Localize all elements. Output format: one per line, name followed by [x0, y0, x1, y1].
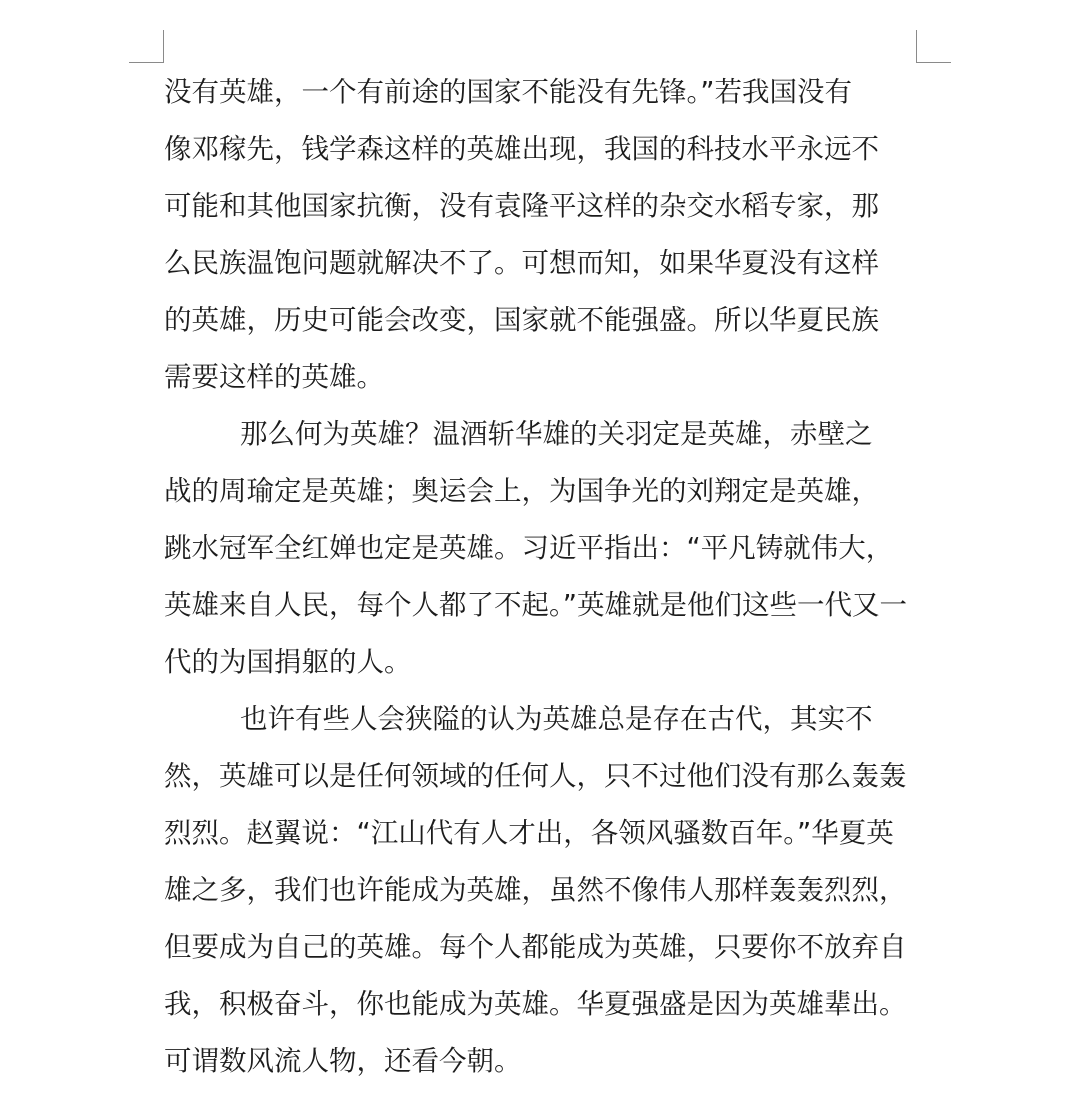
text-line: 也许有些人会狭隘的认为英雄总是存在古代，其实不	[240, 703, 873, 735]
text-line: 然，英雄可以是任何领域的任何人，只不过他们没有那么轰轰	[164, 760, 907, 792]
document-body	[164, 64, 924, 1090]
text-line: 的英雄，历史可能会改变，国家就不能强盛。所以华夏民族	[164, 304, 879, 336]
crop-mark-top-right	[916, 30, 951, 63]
paragraph-1	[164, 64, 924, 406]
text-line: 英雄来自人民，每个人都了不起。”英雄就是他们这些一代又一	[164, 589, 907, 621]
text-line: 么民族温饱问题就解决不了。可想而知，如果华夏没有这样	[164, 247, 879, 279]
text-line: 像邓稼先，钱学森这样的英雄出现，我国的科技水平永远不	[164, 133, 879, 165]
text-line: 烈烈。赵翼说：“江山代有人才出，各领风骚数百年。”华夏英	[164, 817, 894, 849]
text-line: 那么何为英雄？温酒斩华雄的关羽定是英雄，赤壁之	[240, 418, 873, 450]
text-line: 可谓数风流人物，还看今朝。	[164, 1045, 522, 1077]
text-line: 雄之多，我们也许能成为英雄，虽然不像伟人那样轰轰烈烈，	[164, 874, 907, 906]
text-line: 需要这样的英雄。	[164, 361, 384, 393]
text-line: 没有英雄，一个有前途的国家不能没有先锋。”若我国没有	[164, 76, 852, 108]
paragraph-3	[164, 691, 924, 1090]
crop-mark-top-left	[129, 30, 164, 63]
text-line: 代的为国捐躯的人。	[164, 646, 412, 678]
text-line: 我，积极奋斗，你也能成为英雄。华夏强盛是因为英雄辈出。	[164, 988, 907, 1020]
text-line: 战的周瑜定是英雄；奥运会上，为国争光的刘翔定是英雄，	[164, 475, 879, 507]
text-line: 但要成为自己的英雄。每个人都能成为英雄，只要你不放弃自	[164, 931, 907, 963]
text-line: 跳水冠军全红婵也定是英雄。习近平指出：“平凡铸就伟大，	[164, 532, 894, 564]
paragraph-2	[164, 406, 924, 691]
text-line: 可能和其他国家抗衡，没有袁隆平这样的杂交水稻专家，那	[164, 190, 879, 222]
